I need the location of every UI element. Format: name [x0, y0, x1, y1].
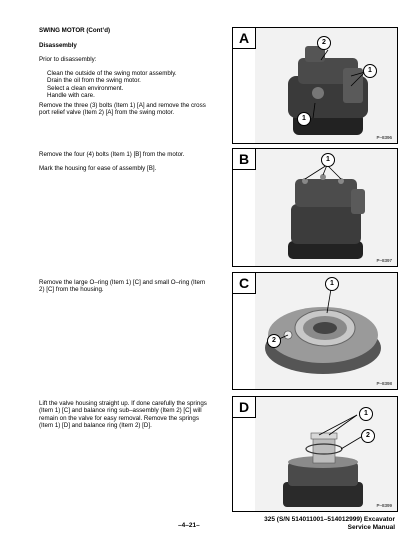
callout-1: 1 — [363, 64, 377, 78]
list-item: Clean the outside of the swing motor assembly. — [47, 70, 177, 77]
callout-2: 2 — [267, 334, 281, 348]
step-d-text: Lift the valve housing straight up. If done carefully the springs (Item 1) [C] and balance ring sub–assembly (Item 2) [C] will remain on the valve for easy removal. Remove the springs (Item 1) [D] and balance ring (Item 2) [D]. — [39, 400, 207, 429]
housing-photo-c — [233, 273, 397, 389]
callout-2: 2 — [317, 36, 331, 50]
step-b2-text: Mark the housing for ease of assembly [B]. — [39, 165, 157, 172]
panel-label-c: C — [233, 273, 256, 294]
panel-label-b: B — [233, 149, 256, 170]
photo-number: P–8399 — [376, 503, 392, 508]
section-title: SWING MOTOR (Cont’d) — [39, 27, 111, 34]
figure-panel-c — [232, 272, 398, 390]
panel-label-d: D — [233, 397, 256, 418]
step-a-text: Remove the three (3) bolts (Item 1) [A] and remove the cross port relief valve (Item 2) [A] from the swing motor. — [39, 102, 206, 117]
footer-model — [264, 516, 395, 531]
callout-1: 1 — [321, 153, 335, 167]
list-item: Select a clean environment. — [47, 84, 124, 92]
step-b1-text: Remove the four (4) bolts (Item 1) [B] from the motor. — [39, 151, 185, 158]
step-c-text: Remove the large O–ring (Item 1) [C] and small O–ring (Item 2) [C] from the housing. — [39, 279, 206, 294]
prior-text: Prior to disassembly: — [39, 56, 97, 63]
photo-number: P–8396 — [376, 135, 392, 140]
photo-number: P–8398 — [376, 381, 392, 386]
callout-1: 1 — [359, 407, 373, 421]
swing-motor-photo-a — [233, 28, 397, 143]
figure-panel-b — [232, 148, 398, 267]
subheading: Disassembly — [39, 42, 77, 49]
callout-2: 2 — [361, 429, 375, 443]
figure-panel-d — [232, 396, 398, 512]
list-item: Handle with care. — [47, 91, 95, 99]
photo-number: P–8397 — [376, 258, 392, 263]
panel-label-a: A — [233, 28, 256, 49]
swing-motor-photo-b — [233, 149, 397, 266]
list-item: Drain the oil from the swing motor. — [47, 77, 141, 85]
figure-panel-a — [232, 27, 398, 144]
callout-1: 1 — [297, 112, 311, 126]
page-number: –4–21– — [178, 522, 200, 529]
footer-model-line: 325 (S/N 514011001–514012999) Excavator — [264, 516, 395, 523]
footer-manual-line: Service Manual — [347, 523, 395, 531]
prep-list — [39, 70, 217, 99]
callout-1: 1 — [325, 277, 339, 291]
